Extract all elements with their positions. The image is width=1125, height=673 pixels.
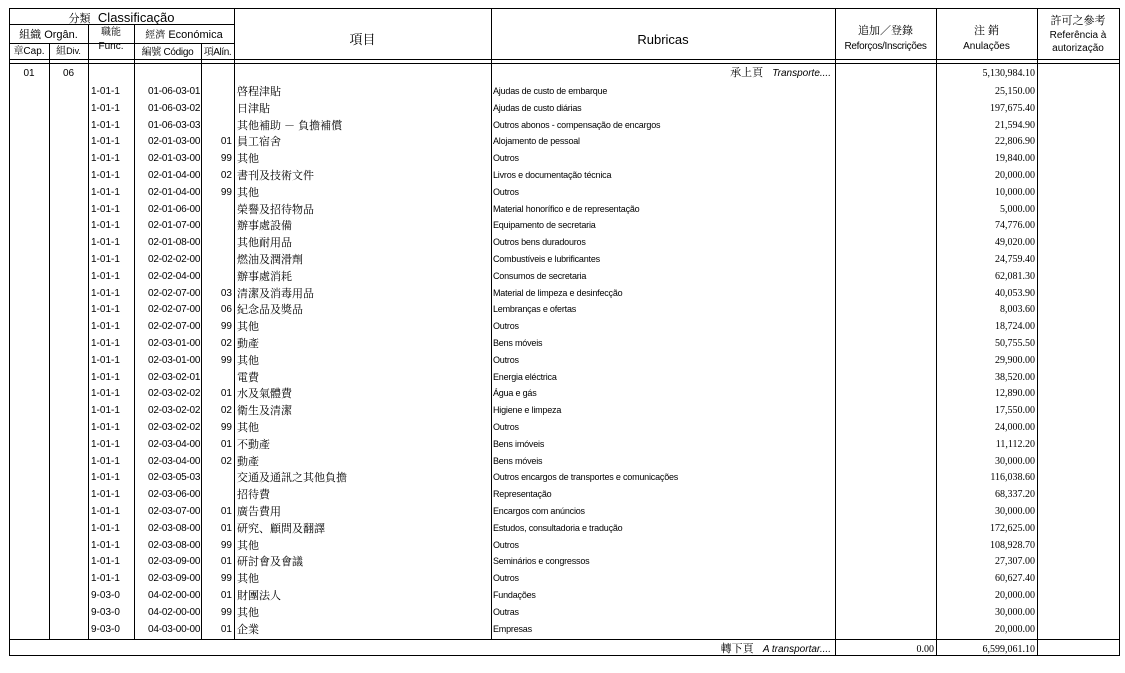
code-cell: 02-02-07-00 (148, 321, 201, 333)
func-cell: 1-01-1 (91, 186, 120, 198)
reinforcements-total: 0.00 (916, 644, 934, 655)
alinea-header: 項Alín. (203, 47, 232, 58)
rubric-pt-cell: Livros e documentação técnica (493, 170, 612, 180)
amount-cell: 60,627.40 (995, 573, 1035, 585)
amount-cell: 20,000.00 (995, 590, 1035, 601)
amount-cell: 20,000.00 (995, 170, 1035, 181)
item-zh-cell: 動產 (237, 455, 259, 468)
func-cell: 1-01-1 (91, 270, 120, 282)
code-cell: 02-03-08-00 (148, 539, 201, 551)
func-cell: 1-01-1 (91, 354, 120, 366)
organic-header: 組織 Orgân. (19, 29, 78, 41)
table-bottom-border (9, 655, 1120, 656)
alinea-cell: 99 (220, 321, 232, 333)
alinea-cell: 99 (220, 354, 232, 366)
rubric-pt-cell: Energia eléctrica (493, 371, 557, 382)
alinea-cell: 02 (220, 405, 232, 417)
table-row (9, 606, 1120, 623)
code-header: 編號 Código (141, 47, 194, 58)
table-row (9, 455, 1120, 472)
func-cell: 9-03-0 (91, 623, 120, 635)
rubric-pt-cell: Representação (493, 489, 552, 500)
alinea-cell: 99 (220, 422, 232, 433)
amount-cell: 49,020.00 (995, 237, 1035, 249)
code-cell: 02-01-04-00 (148, 170, 201, 181)
rubric-pt-cell: Água e gás (493, 388, 537, 399)
table-row (9, 371, 1120, 388)
rubric-pt-cell: Material honorífico e de representação (493, 203, 640, 214)
code-cell: 04-02-00-00 (148, 590, 201, 601)
func-cell: 1-01-1 (91, 455, 120, 467)
alinea-cell: 01 (220, 506, 232, 517)
table-row (9, 572, 1120, 589)
item-zh-cell: 財團法人 (237, 590, 281, 602)
table-top-border (9, 8, 1120, 9)
rubric-pt-cell: Equipamento de secretaria (493, 220, 596, 231)
func-cell: 1-01-1 (91, 220, 120, 232)
item-zh-cell: 其他 (237, 186, 259, 199)
func-cell: 1-01-1 (91, 371, 120, 383)
code-cell: 02-02-07-00 (148, 287, 201, 299)
amount-cell: 27,307.00 (995, 556, 1035, 568)
item-zh-cell: 其他 (237, 354, 259, 367)
table-row (9, 522, 1120, 539)
func-cell: 1-01-1 (91, 405, 120, 417)
code-cell: 02-03-04-00 (148, 438, 201, 450)
item-zh-cell: 紀念品及獎品 (237, 304, 303, 317)
table-row (9, 287, 1120, 304)
header-divider-3 (9, 59, 1120, 60)
items-header: 項目 (349, 32, 376, 47)
rubric-pt-cell: Outros abonos - compensação de encargos (493, 119, 661, 130)
item-zh-cell: 其他 (237, 539, 259, 552)
carry-over-amount: 5,130,984.10 (982, 68, 1035, 79)
table-row (9, 219, 1120, 236)
alinea-cell: 01 (220, 136, 232, 148)
rubric-pt-cell: Outros bens duradouros (493, 237, 586, 248)
code-cell: 02-01-04-00 (148, 186, 201, 198)
alinea-cell: 03 (220, 287, 232, 299)
item-zh-cell: 啓程津貼 (237, 86, 281, 98)
item-zh-cell: 書刊及技術文件 (237, 170, 314, 182)
alinea-cell: 06 (220, 304, 232, 316)
amount-cell: 24,000.00 (995, 422, 1035, 433)
amount-cell: 38,520.00 (995, 371, 1035, 383)
code-cell: 02-01-06-00 (148, 203, 201, 215)
rubric-pt-cell: Bens imóveis (493, 438, 545, 449)
amount-cell: 25,150.00 (995, 86, 1035, 97)
func-cell: 1-01-1 (91, 472, 120, 484)
item-zh-cell: 水及氣體費 (237, 388, 292, 401)
authorization-header-zh: 許可之參考 (1050, 15, 1106, 27)
functional-header-zh: 職能 (101, 27, 121, 38)
code-cell: 02-03-02-02 (148, 422, 201, 433)
item-zh-cell: 招待費 (237, 489, 270, 502)
table-row (9, 320, 1120, 337)
item-zh-cell: 其他補助 － 負擔補償 (237, 119, 343, 132)
item-zh-cell: 電費 (237, 371, 259, 384)
func-cell: 1-01-1 (91, 170, 120, 181)
item-zh-cell: 研討會及會議 (237, 556, 303, 569)
alinea-cell: 02 (220, 455, 232, 467)
amount-cell: 5,000.00 (1000, 203, 1035, 215)
code-cell: 01-06-03-03 (148, 119, 201, 131)
table-row (9, 421, 1120, 438)
rubric-pt-cell: Lembranças e ofertas (493, 304, 577, 315)
table-row (9, 253, 1120, 270)
alinea-cell: 01 (220, 556, 232, 568)
alinea-cell: 02 (220, 338, 232, 349)
amount-cell: 108,928.70 (990, 539, 1035, 551)
func-cell: 1-01-1 (91, 556, 120, 568)
rubric-pt-cell: Outros (493, 354, 519, 365)
code-cell: 02-03-09-00 (148, 556, 201, 568)
code-cell: 02-02-02-00 (148, 254, 201, 265)
code-cell: 02-03-08-00 (148, 522, 201, 534)
code-cell: 02-02-04-00 (148, 270, 201, 282)
rubric-pt-cell: Encargos com anúncios (493, 506, 585, 516)
func-cell: 1-01-1 (91, 86, 120, 97)
rubric-pt-cell: Ajudas de custo de embarque (493, 86, 608, 96)
item-zh-cell: 燃油及潤滑劑 (237, 254, 303, 266)
item-zh-cell: 其他 (237, 606, 259, 619)
alinea-cell: 99 (220, 573, 232, 585)
func-cell: 1-01-1 (91, 304, 120, 316)
code-cell: 02-01-03-00 (148, 153, 201, 165)
amount-cell: 18,724.00 (995, 321, 1035, 333)
table-row (9, 505, 1120, 522)
table-row (9, 236, 1120, 253)
item-zh-cell: 廣告費用 (237, 506, 281, 518)
func-cell: 1-01-1 (91, 438, 120, 450)
rubric-pt-cell: Estudos, consultadoria e tradução (493, 522, 623, 533)
item-zh-cell: 不動產 (237, 438, 270, 451)
amount-cell: 30,000.00 (995, 506, 1035, 517)
amount-cell: 17,550.00 (995, 405, 1035, 417)
alinea-cell: 99 (220, 153, 232, 165)
table-row (9, 203, 1120, 220)
table-row (9, 555, 1120, 572)
amount-cell: 11,112.20 (995, 438, 1035, 450)
code-cell: 01-06-03-01 (148, 86, 201, 97)
code-cell: 02-03-05-03 (148, 472, 201, 484)
code-cell: 02-03-02-01 (148, 371, 201, 383)
amount-cell: 29,900.00 (995, 354, 1035, 366)
division-value: 06 (62, 68, 75, 79)
classification-header: 分類 Classificação (68, 10, 175, 25)
code-cell: 04-03-00-00 (148, 623, 201, 635)
functional-header-pt: Func. (98, 41, 124, 52)
rubric-pt-cell: Seminários e congressos (493, 556, 590, 567)
table-row (9, 387, 1120, 404)
code-cell: 02-01-08-00 (148, 237, 201, 249)
table-row (9, 438, 1120, 455)
table-row (9, 85, 1120, 102)
func-cell: 1-01-1 (91, 522, 120, 534)
amount-cell: 116,038.60 (990, 472, 1035, 484)
func-cell: 1-01-1 (91, 254, 120, 265)
table-row (9, 303, 1120, 320)
item-zh-cell: 辦事處消耗 (237, 270, 292, 283)
func-cell: 1-01-1 (91, 153, 120, 165)
rubric-pt-cell: Higiene e limpeza (493, 405, 562, 416)
rubric-pt-cell: Outras (493, 606, 519, 617)
code-cell: 01-06-03-02 (148, 102, 201, 114)
table-row (9, 404, 1120, 421)
table-row (9, 337, 1120, 354)
alinea-cell: 01 (220, 388, 232, 400)
rubric-pt-cell: Outros (493, 422, 519, 432)
code-cell: 02-03-04-00 (148, 455, 201, 467)
rubric-pt-cell: Outros encargos de transportes e comunicações (493, 472, 679, 483)
authorization-header-pt2: autorização (1052, 43, 1104, 54)
rubric-pt-cell: Outros (493, 186, 519, 197)
rubric-pt-cell: Material de limpeza e desinfecção (493, 287, 623, 298)
alinea-cell: 01 (220, 590, 232, 601)
rubric-pt-cell: Outros (493, 321, 519, 332)
table-row (9, 186, 1120, 203)
code-cell: 02-01-03-00 (148, 136, 201, 148)
amount-cell: 19,840.00 (995, 153, 1035, 165)
item-zh-cell: 辦事處設備 (237, 220, 292, 233)
header-bottom-border (9, 63, 1120, 64)
authorization-header-pt1: Referência à (1049, 30, 1107, 41)
func-cell: 1-01-1 (91, 119, 120, 131)
func-cell: 1-01-1 (91, 237, 120, 249)
func-cell: 1-01-1 (91, 102, 120, 114)
amount-cell: 20,000.00 (995, 623, 1035, 635)
chapter-header: 章Cap. (13, 46, 45, 57)
code-cell: 02-03-01-00 (148, 354, 201, 366)
table-row (9, 488, 1120, 505)
amount-cell: 12,890.00 (995, 388, 1035, 400)
code-cell: 02-03-02-02 (148, 405, 201, 417)
rubric-pt-cell: Consumos de secretaria (493, 270, 587, 281)
amount-cell: 24,759.40 (995, 254, 1035, 265)
code-cell: 02-01-07-00 (148, 220, 201, 232)
table-row (9, 102, 1120, 119)
amount-cell: 50,755.50 (995, 338, 1035, 349)
func-cell: 1-01-1 (91, 573, 120, 585)
rubric-pt-cell: Outros (493, 153, 519, 164)
alinea-cell: 01 (220, 623, 232, 635)
item-zh-cell: 日津貼 (237, 102, 270, 115)
division-header: 組Div. (56, 46, 81, 57)
table-row (9, 471, 1120, 488)
carry-forward-label: 轉下頁 A transportar.... (720, 643, 831, 655)
alinea-cell: 99 (220, 186, 232, 198)
table-row (9, 152, 1120, 169)
amount-cell: 197,675.40 (990, 102, 1035, 114)
func-cell: 1-01-1 (91, 321, 120, 333)
rubric-pt-cell: Fundações (493, 590, 536, 600)
func-cell: 9-03-0 (91, 606, 120, 618)
alinea-cell: 99 (220, 606, 232, 618)
table-row (9, 354, 1120, 371)
func-cell: 9-03-0 (91, 590, 120, 601)
alinea-cell: 99 (220, 539, 232, 551)
rubric-pt-cell: Bens móveis (493, 455, 543, 466)
cancellations-total: 6,599,061.10 (982, 644, 1035, 655)
cancellations-header-zh: 注 銷 (973, 25, 1000, 37)
amount-cell: 30,000.00 (995, 455, 1035, 467)
item-zh-cell: 動產 (237, 338, 259, 350)
alinea-cell: 02 (220, 170, 232, 181)
item-zh-cell: 其他 (237, 573, 259, 586)
func-cell: 1-01-1 (91, 506, 120, 517)
func-cell: 1-01-1 (91, 539, 120, 551)
func-cell: 1-01-1 (91, 287, 120, 299)
table-row (9, 623, 1120, 640)
table-row (9, 589, 1120, 606)
item-zh-cell: 企業 (237, 623, 259, 636)
reinforcements-header-zh: 追加／登錄 (858, 25, 913, 37)
amount-cell: 68,337.20 (995, 489, 1035, 501)
carry-over-label: 承上頁 Transporte.... (730, 67, 831, 79)
rubric-pt-cell: Alojamento de pessoal (493, 136, 580, 147)
item-zh-cell: 研究、顧問及翻譯 (237, 522, 325, 535)
item-zh-cell: 其他耐用品 (237, 237, 292, 250)
amount-cell: 74,776.00 (995, 220, 1035, 232)
amount-cell: 30,000.00 (995, 606, 1035, 618)
rubric-pt-cell: Combustíveis e lubrificantes (493, 254, 600, 264)
code-cell: 02-03-07-00 (148, 506, 201, 517)
func-cell: 1-01-1 (91, 136, 120, 148)
amount-cell: 10,000.00 (995, 186, 1035, 198)
table-row (9, 539, 1120, 556)
code-cell: 02-02-07-00 (148, 304, 201, 316)
table-row (9, 169, 1120, 186)
rubric-pt-cell: Ajudas de custo diárias (493, 102, 582, 113)
func-cell: 1-01-1 (91, 338, 120, 349)
func-cell: 1-01-1 (91, 388, 120, 400)
item-zh-cell: 清潔及消毒用品 (237, 287, 314, 300)
table-row (9, 119, 1120, 136)
amount-cell: 172,625.00 (990, 522, 1035, 534)
code-cell: 02-03-09-00 (148, 573, 201, 585)
code-cell: 04-02-00-00 (148, 606, 201, 618)
func-cell: 1-01-1 (91, 489, 120, 501)
alinea-cell: 01 (220, 438, 232, 450)
rubric-pt-cell: Outros (493, 539, 519, 550)
func-cell: 1-01-1 (91, 203, 120, 215)
amount-cell: 22,806.90 (995, 136, 1035, 148)
amount-cell: 40,053.90 (995, 287, 1035, 299)
item-zh-cell: 其他 (237, 422, 259, 434)
code-cell: 02-03-06-00 (148, 489, 201, 501)
rubric-pt-cell: Bens móveis (493, 338, 543, 348)
economic-header: 經濟 Económica (145, 29, 223, 41)
amount-cell: 8,003.60 (1000, 304, 1035, 316)
item-zh-cell: 其他 (237, 153, 259, 166)
budget-table (9, 8, 1120, 656)
func-cell: 1-01-1 (91, 422, 120, 433)
item-zh-cell: 其他 (237, 321, 259, 334)
alinea-cell: 01 (220, 522, 232, 534)
item-zh-cell: 員工宿舍 (237, 136, 281, 149)
item-zh-cell: 衛生及清潔 (237, 405, 292, 418)
rubric-pt-cell: Empresas (493, 623, 532, 634)
item-zh-cell: 榮譽及招待物品 (237, 203, 314, 216)
table-row (9, 135, 1120, 152)
table-row (9, 270, 1120, 287)
code-cell: 02-03-01-00 (148, 338, 201, 349)
cancellations-header-pt: Anulações (963, 41, 1010, 52)
rubric-pt-cell: Outros (493, 573, 519, 584)
code-cell: 02-03-02-02 (148, 388, 201, 400)
amount-cell: 62,081.30 (995, 270, 1035, 282)
reinforcements-header-pt: Reforços/Inscrições (844, 41, 927, 52)
chapter-value: 01 (23, 68, 35, 79)
amount-cell: 21,594.90 (995, 119, 1035, 131)
item-zh-cell: 交通及通訊之其他負擔 (237, 472, 347, 485)
rubrics-header: Rubricas (637, 32, 689, 47)
